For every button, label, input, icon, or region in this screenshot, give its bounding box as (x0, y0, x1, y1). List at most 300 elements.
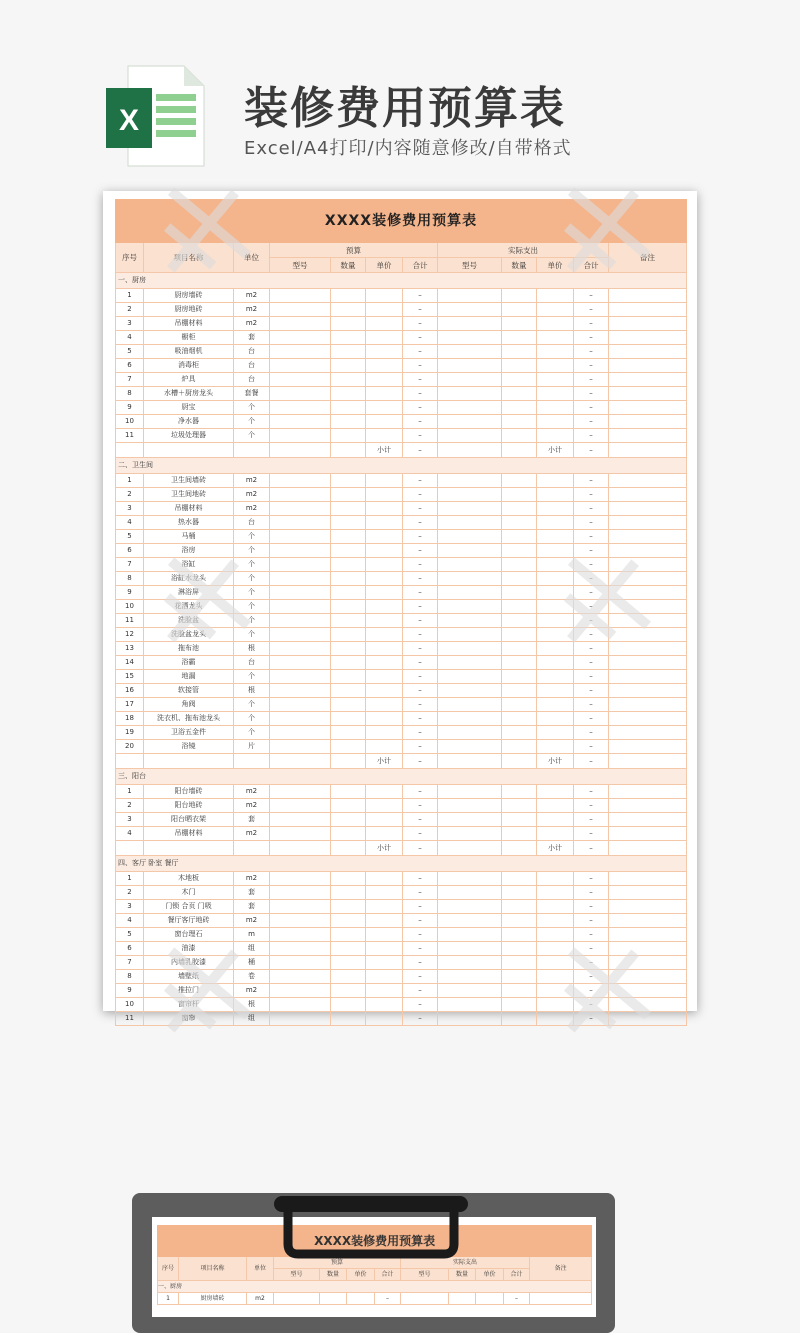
budget-price (366, 872, 403, 886)
row-unit: 个 (234, 401, 270, 415)
actual-model (438, 670, 502, 684)
budget-price (366, 900, 403, 914)
budget-total: – (403, 331, 438, 345)
row-unit: 根 (234, 642, 270, 656)
row-unit: 桶 (234, 956, 270, 970)
budget-qty (331, 401, 366, 415)
budget-model (270, 956, 331, 970)
row-name: 洗脸盆龙头 (144, 628, 234, 642)
mini-header-remark: 备注 (530, 1257, 592, 1281)
budget-qty (331, 628, 366, 642)
actual-price (537, 740, 574, 754)
budget-price (366, 572, 403, 586)
mini-row-dash: – (504, 1293, 530, 1305)
row-name: 地漏 (144, 670, 234, 684)
row-remark (609, 872, 687, 886)
budget-total: – (403, 359, 438, 373)
row-remark (609, 670, 687, 684)
table-row (116, 516, 687, 530)
actual-price (537, 785, 574, 799)
budget-qty (331, 331, 366, 345)
budget-total: – (403, 303, 438, 317)
row-name: 马桶 (144, 530, 234, 544)
budget-total: – (403, 942, 438, 956)
budget-qty (331, 558, 366, 572)
actual-qty (502, 813, 537, 827)
table-row (116, 373, 687, 387)
row-unit: 套 (234, 886, 270, 900)
row-name: 墙壁纸 (144, 970, 234, 984)
row-no: 4 (116, 331, 144, 345)
actual-total: – (574, 827, 609, 841)
mini-sheet-title: XXXX装修费用预算表 (158, 1226, 592, 1257)
actual-total: – (574, 502, 609, 516)
budget-total: – (403, 827, 438, 841)
row-unit: 台 (234, 359, 270, 373)
budget-price (366, 488, 403, 502)
row-name: 橱柜 (144, 331, 234, 345)
budget-qty (331, 530, 366, 544)
actual-qty (502, 415, 537, 429)
actual-qty (502, 558, 537, 572)
row-no: 5 (116, 530, 144, 544)
row-no: 3 (116, 502, 144, 516)
budget-model (270, 984, 331, 998)
section-title: 二、卫生间 (116, 458, 687, 474)
row-no: 3 (116, 900, 144, 914)
budget-model (270, 429, 331, 443)
actual-model (438, 415, 502, 429)
actual-model (438, 429, 502, 443)
row-unit: 套 (234, 331, 270, 345)
budget-price (366, 785, 403, 799)
table-row (116, 712, 687, 726)
budget-price (366, 970, 403, 984)
budget-total: – (403, 317, 438, 331)
row-no: 19 (116, 726, 144, 740)
budget-price (366, 303, 403, 317)
row-no: 10 (116, 998, 144, 1012)
budget-price (366, 600, 403, 614)
actual-model (438, 558, 502, 572)
actual-total: – (574, 928, 609, 942)
budget-total: – (403, 785, 438, 799)
row-name: 阳台墙砖 (144, 785, 234, 799)
actual-qty (502, 303, 537, 317)
actual-model (438, 474, 502, 488)
budget-price (366, 740, 403, 754)
budget-qty (331, 572, 366, 586)
row-remark (609, 502, 687, 516)
mini-header-qty: 数量 (449, 1269, 476, 1281)
row-no: 10 (116, 415, 144, 429)
actual-qty (502, 317, 537, 331)
budget-total: – (403, 698, 438, 712)
actual-model (438, 600, 502, 614)
budget-total: – (403, 642, 438, 656)
section-title: 三、阳台 (116, 769, 687, 785)
budget-total: – (403, 970, 438, 984)
spreadsheet-preview (103, 191, 697, 1022)
actual-qty (502, 614, 537, 628)
actual-qty (502, 600, 537, 614)
budget-model (270, 684, 331, 698)
budget-model (270, 813, 331, 827)
row-remark (609, 429, 687, 443)
actual-model (438, 317, 502, 331)
row-remark (609, 345, 687, 359)
actual-qty (502, 289, 537, 303)
row-name: 浴霸 (144, 656, 234, 670)
actual-price (537, 698, 574, 712)
budget-total: – (403, 387, 438, 401)
actual-total: – (574, 740, 609, 754)
table-row (116, 740, 687, 754)
actual-qty (502, 502, 537, 516)
budget-qty (331, 345, 366, 359)
row-name: 吊棚材料 (144, 317, 234, 331)
row-remark (609, 698, 687, 712)
page-title: 装修费用预算表 (244, 83, 566, 134)
actual-qty (502, 740, 537, 754)
budget-model (270, 726, 331, 740)
row-remark (609, 317, 687, 331)
subtotal-row (116, 841, 687, 856)
budget-total: – (403, 373, 438, 387)
section-row (116, 856, 687, 872)
row-name: 推拉门 (144, 984, 234, 998)
budget-price (366, 474, 403, 488)
actual-model (438, 502, 502, 516)
section-title: 一、厨房 (116, 273, 687, 289)
actual-model (438, 785, 502, 799)
actual-model (438, 984, 502, 998)
actual-qty (502, 586, 537, 600)
table-row (116, 317, 687, 331)
row-no: 2 (116, 488, 144, 502)
budget-model (270, 572, 331, 586)
budget-price (366, 373, 403, 387)
actual-total: – (574, 345, 609, 359)
row-unit: 根 (234, 684, 270, 698)
actual-model (438, 359, 502, 373)
actual-price (537, 900, 574, 914)
row-remark (609, 684, 687, 698)
budget-qty (331, 474, 366, 488)
budget-price (366, 642, 403, 656)
budget-price (366, 359, 403, 373)
budget-qty (331, 827, 366, 841)
table-row (116, 872, 687, 886)
row-remark (609, 900, 687, 914)
budget-total: – (403, 488, 438, 502)
budget-price (366, 799, 403, 813)
actual-model (438, 614, 502, 628)
row-unit: 台 (234, 516, 270, 530)
row-remark (609, 387, 687, 401)
subtotal-label: 小计 (366, 443, 403, 458)
row-name: 浴镜 (144, 740, 234, 754)
watermark-icon (133, 921, 273, 1061)
budget-model (270, 1012, 331, 1026)
row-no: 6 (116, 942, 144, 956)
actual-model (438, 289, 502, 303)
budget-total: – (403, 474, 438, 488)
watermark-icon (533, 531, 673, 671)
row-name: 洗衣机、拖布池龙头 (144, 712, 234, 726)
mini-row-unit: m2 (247, 1293, 274, 1305)
budget-model (270, 488, 331, 502)
actual-model (438, 813, 502, 827)
row-no: 10 (116, 600, 144, 614)
budget-model (270, 998, 331, 1012)
row-no: 20 (116, 740, 144, 754)
actual-total: – (574, 474, 609, 488)
budget-qty (331, 785, 366, 799)
row-name: 角阀 (144, 698, 234, 712)
subtotal-actual: – (574, 443, 609, 458)
actual-qty (502, 670, 537, 684)
actual-price (537, 415, 574, 429)
mini-header-actual: 实际支出 (401, 1257, 530, 1269)
budget-model (270, 740, 331, 754)
actual-model (438, 572, 502, 586)
header-budget-price: 单价 (366, 258, 403, 273)
budget-price (366, 429, 403, 443)
actual-price (537, 488, 574, 502)
mini-header-price: 单价 (476, 1269, 504, 1281)
table-row (116, 303, 687, 317)
row-remark (609, 415, 687, 429)
actual-model (438, 914, 502, 928)
budget-qty (331, 614, 366, 628)
row-unit: m2 (234, 827, 270, 841)
actual-model (438, 1012, 502, 1026)
budget-total: – (403, 684, 438, 698)
actual-total: – (574, 970, 609, 984)
budget-model (270, 373, 331, 387)
actual-total: – (574, 488, 609, 502)
table-row (116, 387, 687, 401)
budget-qty (331, 799, 366, 813)
actual-qty (502, 474, 537, 488)
budget-price (366, 886, 403, 900)
budget-model (270, 600, 331, 614)
header-actual-qty: 数量 (502, 258, 537, 273)
budget-total: – (403, 586, 438, 600)
actual-total: – (574, 684, 609, 698)
table-row (116, 813, 687, 827)
budget-total: – (403, 600, 438, 614)
actual-qty (502, 914, 537, 928)
actual-total: – (574, 984, 609, 998)
row-unit: 套餐 (234, 387, 270, 401)
actual-qty (502, 516, 537, 530)
budget-qty (331, 726, 366, 740)
actual-total: – (574, 670, 609, 684)
budget-qty (331, 359, 366, 373)
budget-price (366, 1012, 403, 1026)
page-subtitle: Excel/A4打印/内容随意修改/自带格式 (244, 138, 572, 159)
budget-price (366, 415, 403, 429)
actual-model (438, 900, 502, 914)
budget-qty (331, 544, 366, 558)
actual-qty (502, 628, 537, 642)
row-name: 厨房墙砖 (144, 289, 234, 303)
row-name: 门锁 合页 门吸 (144, 900, 234, 914)
row-no: 14 (116, 656, 144, 670)
budget-model (270, 401, 331, 415)
row-no: 11 (116, 1012, 144, 1026)
row-name: 窗台理石 (144, 928, 234, 942)
actual-total: – (574, 289, 609, 303)
row-remark (609, 712, 687, 726)
row-no: 11 (116, 429, 144, 443)
budget-model (270, 670, 331, 684)
actual-model (438, 331, 502, 345)
row-no: 4 (116, 516, 144, 530)
budget-total: – (403, 900, 438, 914)
budget-qty (331, 740, 366, 754)
actual-total: – (574, 387, 609, 401)
row-no: 5 (116, 345, 144, 359)
row-name: 卫生间墙砖 (144, 474, 234, 488)
row-unit: 个 (234, 600, 270, 614)
budget-price (366, 827, 403, 841)
row-no: 18 (116, 712, 144, 726)
mini-header-total: 合计 (375, 1269, 401, 1281)
actual-model (438, 886, 502, 900)
budget-total: – (403, 914, 438, 928)
row-name: 消毒柜 (144, 359, 234, 373)
budget-model (270, 317, 331, 331)
actual-model (438, 726, 502, 740)
row-no: 16 (116, 684, 144, 698)
watermark-icon (533, 161, 673, 301)
actual-price (537, 474, 574, 488)
budget-total: – (403, 740, 438, 754)
budget-total: – (403, 345, 438, 359)
actual-total: – (574, 572, 609, 586)
row-unit: m2 (234, 289, 270, 303)
budget-model (270, 900, 331, 914)
table-row (116, 415, 687, 429)
budget-model (270, 586, 331, 600)
actual-total: – (574, 614, 609, 628)
row-unit: 个 (234, 670, 270, 684)
actual-total: – (574, 886, 609, 900)
actual-qty (502, 712, 537, 726)
table-row (116, 345, 687, 359)
budget-qty (331, 984, 366, 998)
budget-model (270, 970, 331, 984)
budget-price (366, 502, 403, 516)
row-no: 8 (116, 387, 144, 401)
subtotal-label: 小计 (537, 841, 574, 856)
actual-price (537, 516, 574, 530)
actual-model (438, 303, 502, 317)
actual-total: – (574, 698, 609, 712)
mini-header-unit: 单位 (247, 1257, 274, 1281)
actual-total: – (574, 401, 609, 415)
row-remark (609, 785, 687, 799)
row-no: 1 (116, 289, 144, 303)
actual-price (537, 317, 574, 331)
budget-total: – (403, 998, 438, 1012)
budget-price (366, 317, 403, 331)
actual-model (438, 928, 502, 942)
subtotal-label: 小计 (366, 754, 403, 769)
row-no: 9 (116, 984, 144, 998)
subtotal-label: 小计 (537, 754, 574, 769)
actual-qty (502, 1012, 537, 1026)
actual-model (438, 516, 502, 530)
budget-model (270, 914, 331, 928)
budget-total: – (403, 872, 438, 886)
budget-model (270, 799, 331, 813)
actual-total: – (574, 628, 609, 642)
row-no: 9 (116, 586, 144, 600)
actual-price (537, 502, 574, 516)
budget-qty (331, 429, 366, 443)
budget-model (270, 345, 331, 359)
row-unit: 台 (234, 345, 270, 359)
actual-model (438, 698, 502, 712)
row-unit: 组 (234, 942, 270, 956)
budget-price (366, 813, 403, 827)
budget-qty (331, 900, 366, 914)
row-unit: m2 (234, 785, 270, 799)
budget-price (366, 726, 403, 740)
table-row (116, 474, 687, 488)
actual-price (537, 387, 574, 401)
row-unit: m2 (234, 488, 270, 502)
row-unit: m2 (234, 474, 270, 488)
actual-total: – (574, 942, 609, 956)
mini-header-name: 项目名称 (179, 1257, 247, 1281)
actual-total: – (574, 516, 609, 530)
budget-qty (331, 516, 366, 530)
actual-qty (502, 331, 537, 345)
budget-total: – (403, 614, 438, 628)
budget-qty (331, 502, 366, 516)
table-row (116, 488, 687, 502)
row-unit: m2 (234, 799, 270, 813)
header-budget-total: 合计 (403, 258, 438, 273)
row-remark (609, 827, 687, 841)
budget-qty (331, 712, 366, 726)
budget-model (270, 530, 331, 544)
budget-model (270, 712, 331, 726)
budget-model (270, 558, 331, 572)
row-name: 拖布池 (144, 642, 234, 656)
budget-model (270, 516, 331, 530)
budget-total: – (403, 886, 438, 900)
row-name: 阳台晒衣架 (144, 813, 234, 827)
header-budget-qty: 数量 (331, 258, 366, 273)
actual-qty (502, 656, 537, 670)
mini-row-no: 1 (158, 1293, 179, 1305)
actual-total: – (574, 813, 609, 827)
budget-qty (331, 387, 366, 401)
actual-qty (502, 359, 537, 373)
row-unit: 片 (234, 740, 270, 754)
row-remark (609, 740, 687, 754)
actual-price (537, 827, 574, 841)
actual-total: – (574, 317, 609, 331)
actual-total: – (574, 799, 609, 813)
budget-model (270, 544, 331, 558)
